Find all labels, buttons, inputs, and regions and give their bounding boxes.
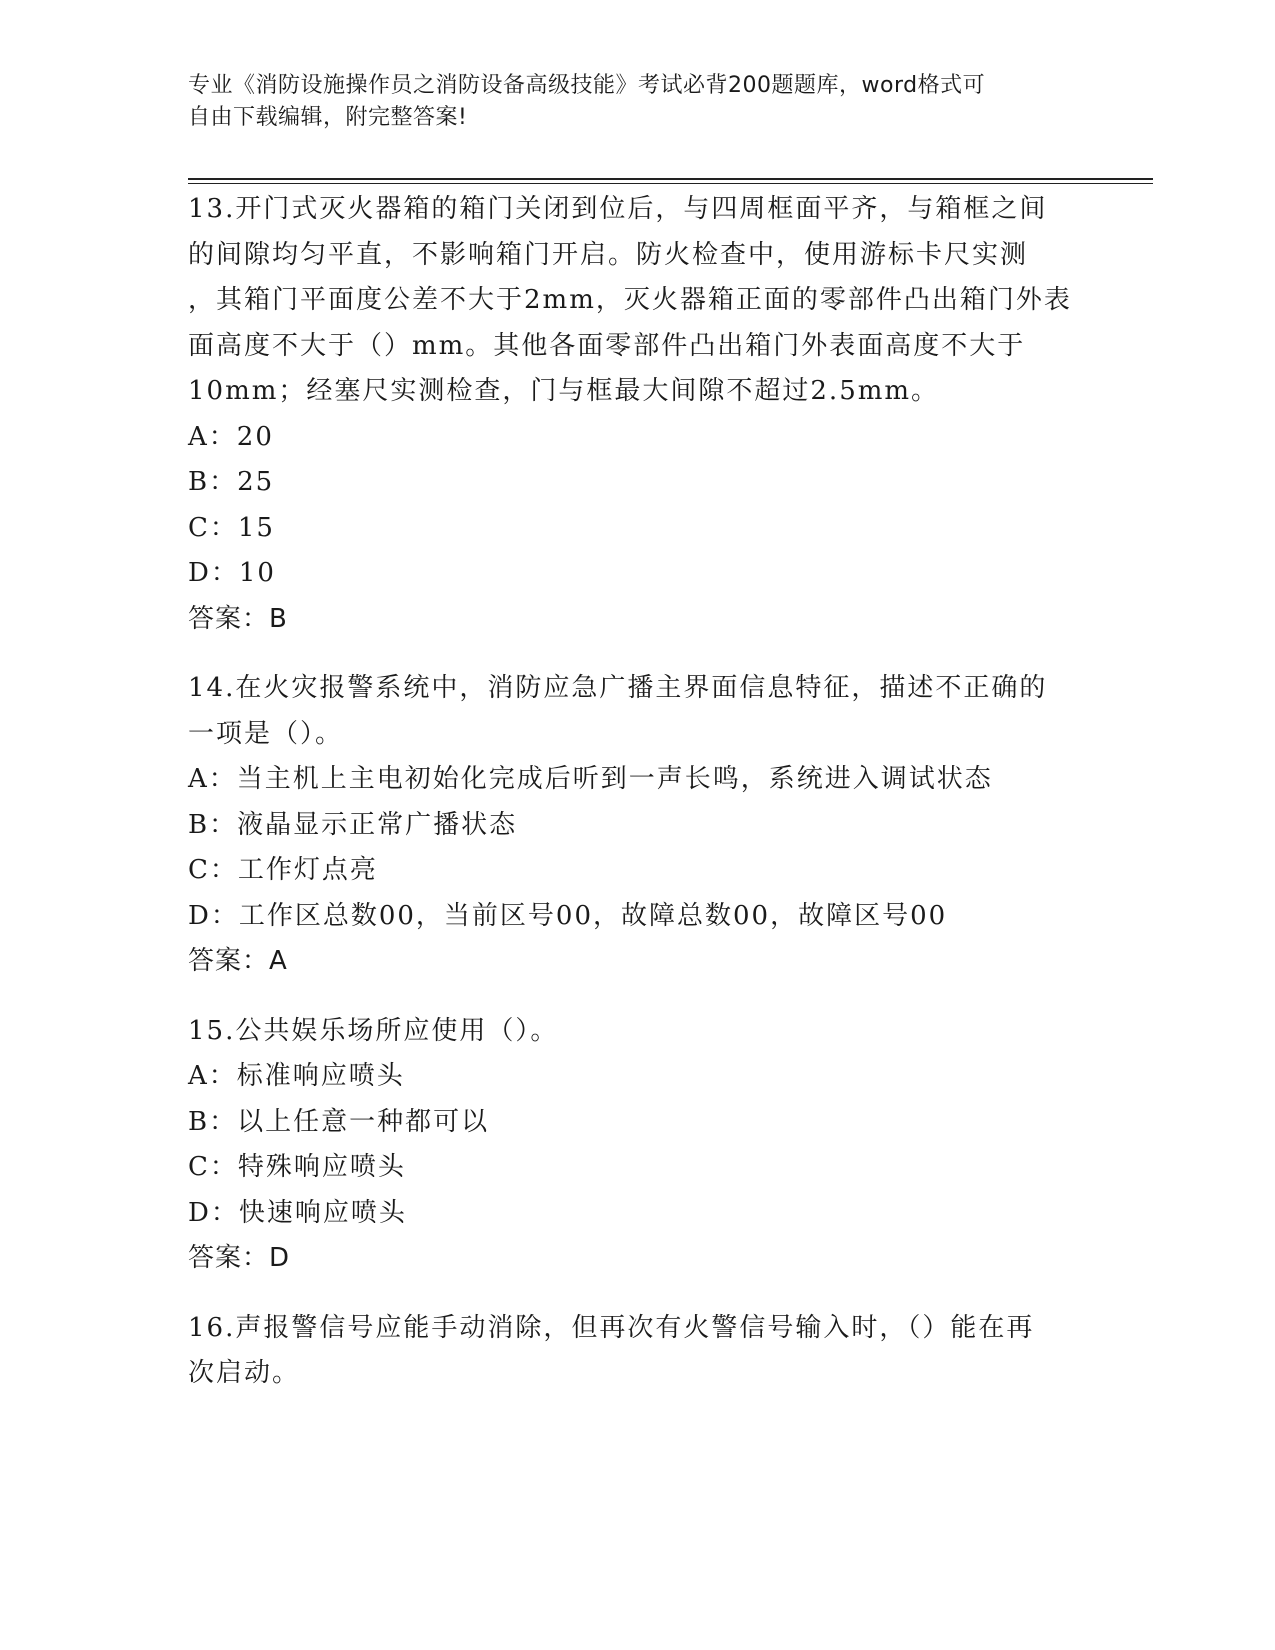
header-divider-thick	[188, 178, 1153, 180]
question-text-line: 次启动。	[188, 1358, 301, 1388]
option-b: B：液晶显示正常广播状态	[188, 809, 518, 840]
option-a: A：标准响应喷头	[188, 1061, 405, 1091]
option-d: D：10	[188, 558, 276, 588]
option-b: B：25	[188, 467, 275, 497]
question-text-line: ，其箱门平面度公差不大于2mm，灭火器箱正面的零部件凸出箱门外表	[188, 285, 1072, 315]
answer-line: 答案：B	[188, 603, 288, 634]
option-c: C：工作灯点亮	[188, 855, 378, 885]
header-divider-thin	[188, 183, 1153, 184]
question-15	[188, 1009, 1088, 1282]
question-text-line: 面高度不大于（）mm。其他各面零部件凸出箱门外表面高度不大于	[188, 330, 1026, 361]
question-16	[188, 1306, 1088, 1397]
header-line-2: 自由下载编辑，附完整答案!	[188, 105, 468, 130]
question-list	[188, 187, 1088, 1421]
question-text-line: 一项是（）。	[188, 718, 344, 749]
question-text-line: 16.声报警信号应能手动消除，但再次有火警信号输入时，（）能在再	[188, 1312, 1035, 1343]
question-text-line: 的间隙均匀平直，不影响箱门开启。防火检查中，使用游标卡尺实测	[188, 239, 1029, 270]
document-header	[188, 70, 1088, 134]
question-text-line: 15.公共娱乐场所应使用（）。	[188, 1015, 559, 1046]
answer-line: 答案：A	[188, 946, 288, 976]
option-a: A：20	[188, 421, 274, 452]
option-b: B：以上任意一种都可以	[188, 1106, 490, 1137]
option-c: C：特殊响应喷头	[188, 1152, 406, 1182]
question-text-line: 13.开门式灭火器箱的箱门关闭到位后，与四周框面平齐，与箱框之间	[188, 194, 1048, 224]
question-13	[188, 187, 1088, 642]
option-a: A：当主机上主电初始化完成后听到一声长鸣，系统进入调试状态	[188, 764, 993, 794]
answer-line: 答案：D	[188, 1243, 291, 1273]
option-d: D：工作区总数00，当前区号00，故障总数00，故障区号00	[188, 900, 948, 931]
option-c: C：15	[188, 512, 275, 543]
question-text-line: 10mm；经塞尺实测检查，门与框最大间隙不超过2.5mm。	[188, 376, 940, 406]
question-14	[188, 666, 1088, 985]
option-d: D：快速响应喷头	[188, 1197, 407, 1228]
header-line-1: 专业《消防设施操作员之消防设备高级技能》考试必背200题题库，word格式可	[188, 73, 986, 98]
question-text-line: 14.在火灾报警系统中，消防应急广播主界面信息特征，描述不正确的	[188, 673, 1048, 703]
